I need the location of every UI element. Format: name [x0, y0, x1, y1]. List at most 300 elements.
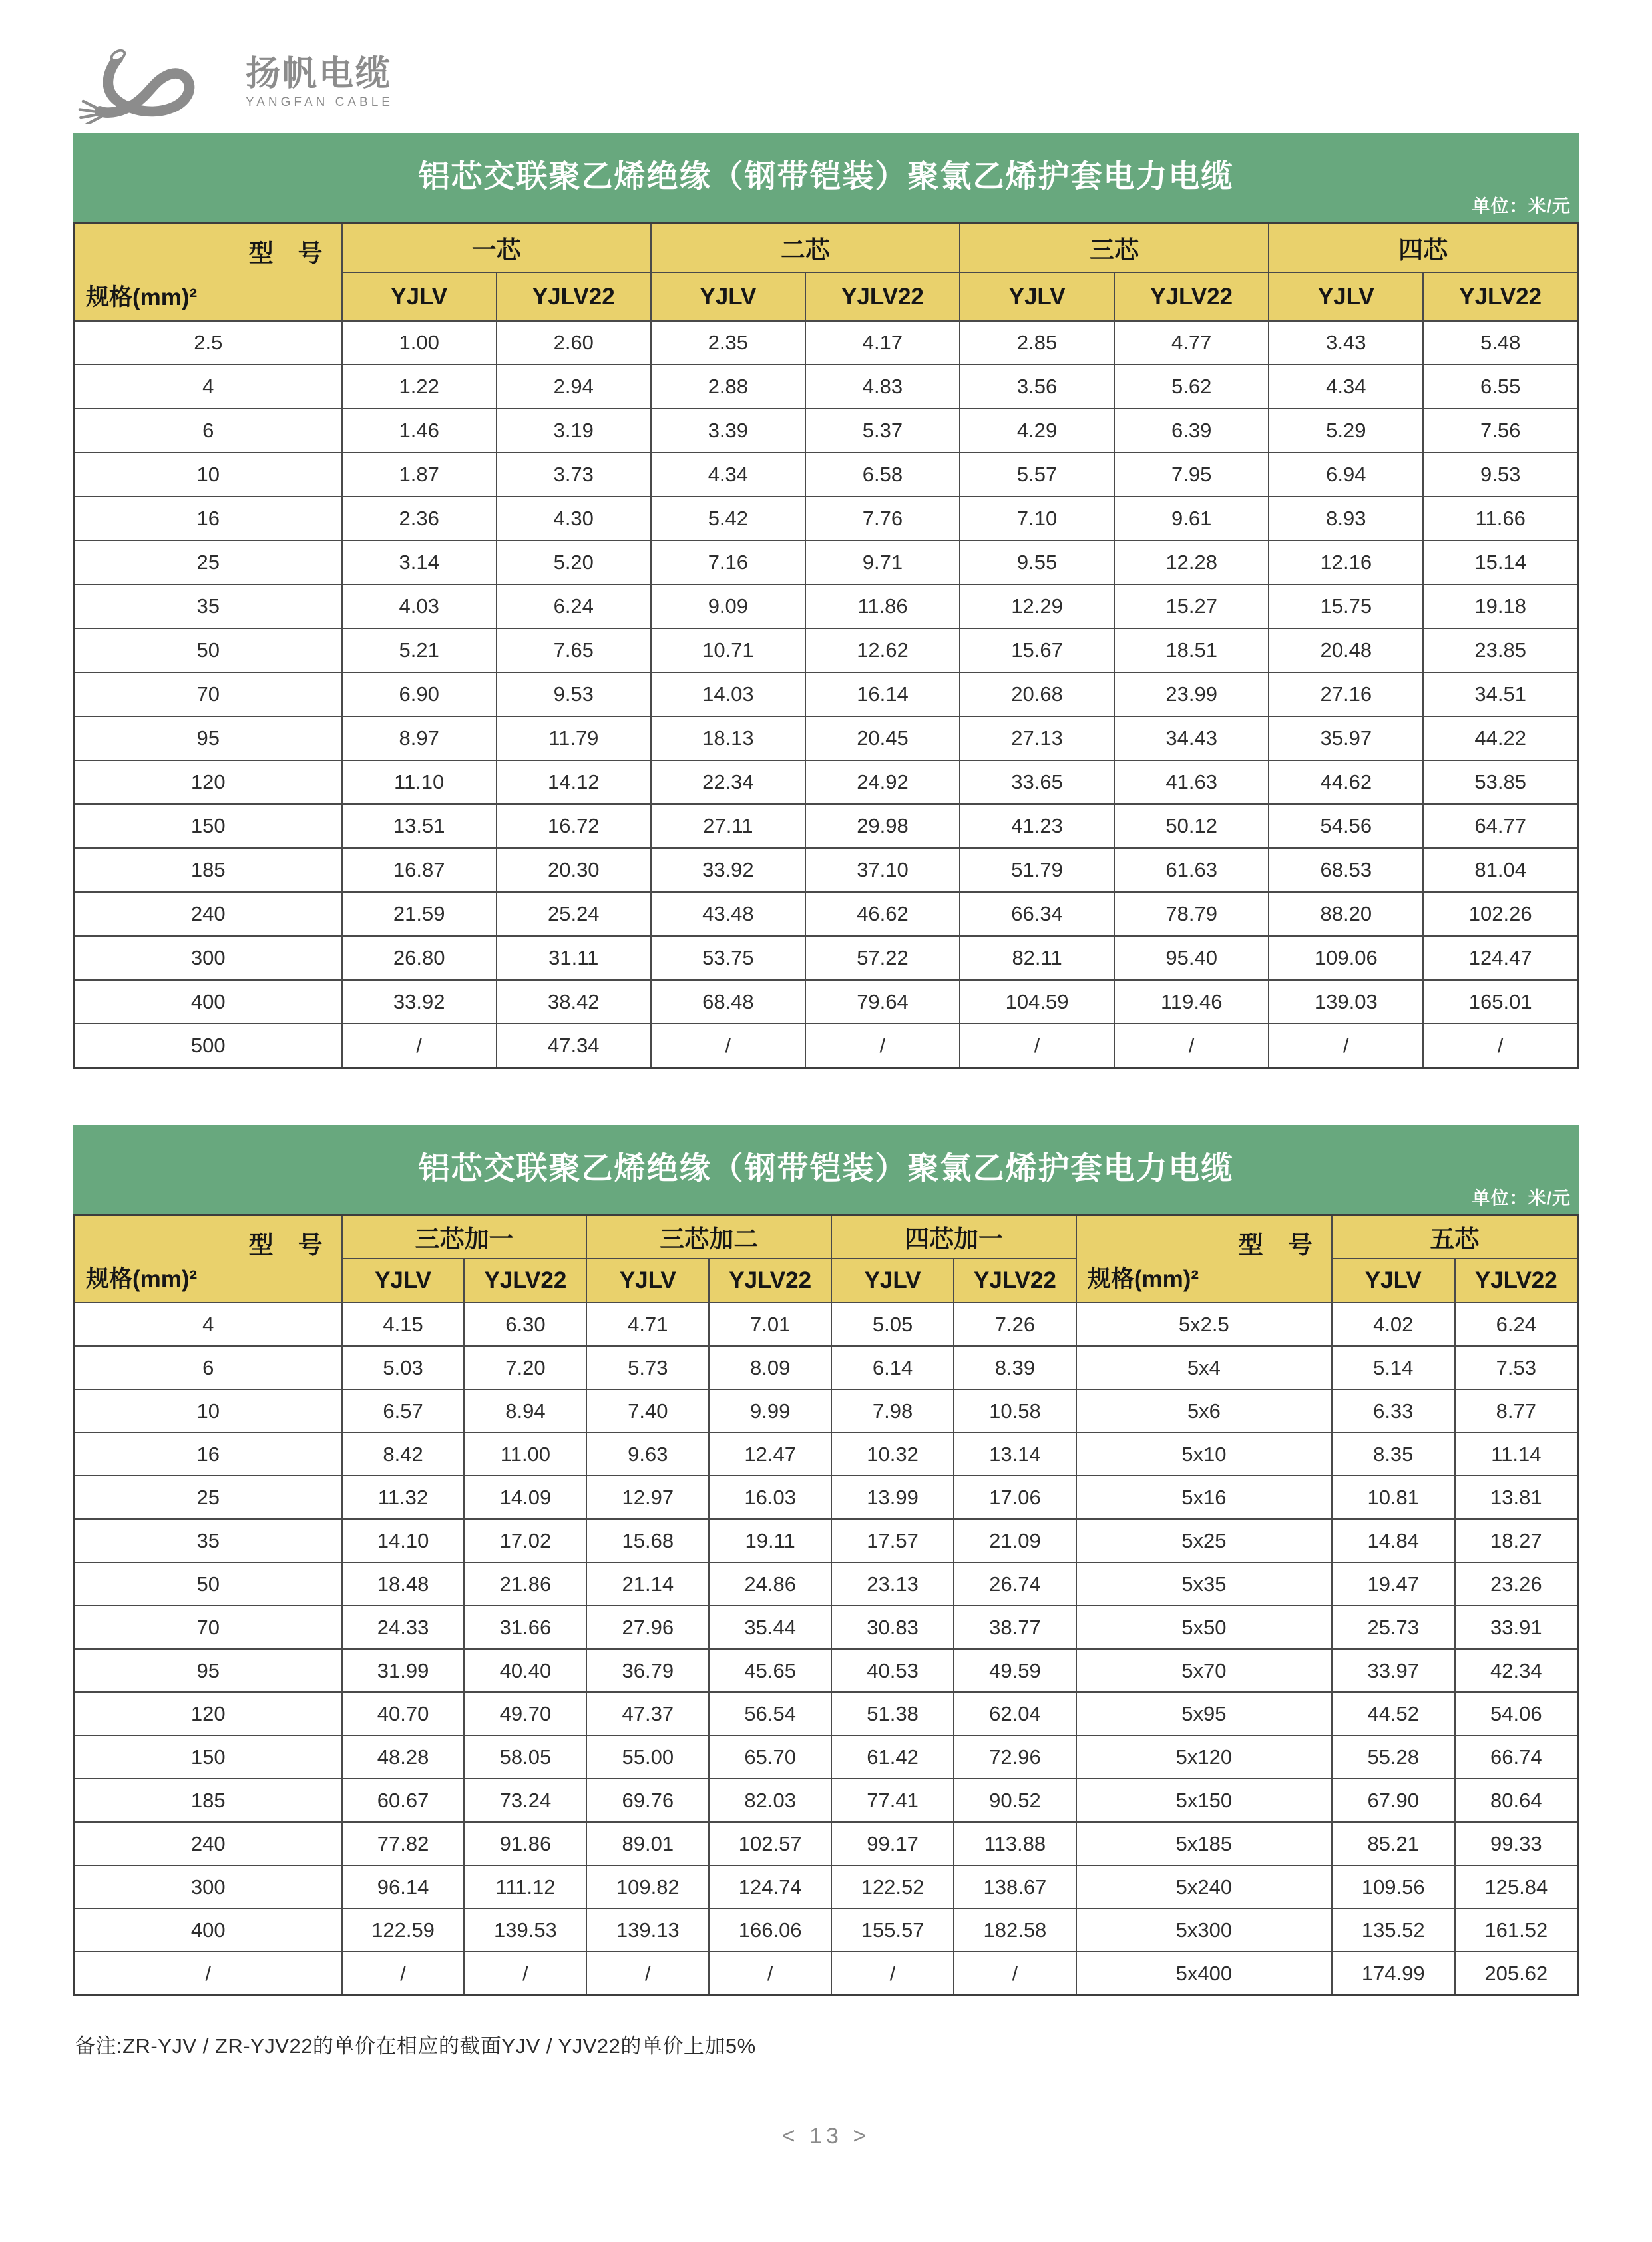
price-table-2: [73, 1214, 1579, 1996]
corner-label-spec: 规格(mm)²: [86, 1266, 198, 1292]
corner-label-model: 型 号: [1238, 1232, 1313, 1259]
table2-unit-label: 单位：米/元: [1472, 1188, 1571, 1208]
price-cell: 99.33: [1455, 1822, 1578, 1865]
price-cell: 19.11: [709, 1519, 831, 1562]
price-cell: 7.01: [709, 1303, 831, 1346]
price-cell: 12.28: [1114, 541, 1269, 584]
price-cell: 6.30: [464, 1303, 586, 1346]
price-cell: /: [805, 1024, 960, 1068]
price-cell: 3.14: [342, 541, 497, 584]
price-cell: 95.40: [1114, 936, 1269, 980]
spec-cell: 50: [75, 1562, 342, 1606]
price-cell: 36.79: [586, 1649, 709, 1692]
spec-cell: /: [75, 1952, 342, 1996]
spec-cell: 500: [75, 1024, 342, 1068]
subcol-header: YJLV22: [1114, 272, 1269, 321]
price-cell: 16.14: [805, 672, 960, 716]
spec2-cell: 5x4: [1076, 1346, 1332, 1389]
price-cell: 174.99: [1332, 1952, 1455, 1996]
table-row: [75, 628, 1578, 672]
price-cell: 82.11: [960, 936, 1114, 980]
price-cell: 40.53: [831, 1649, 954, 1692]
price-cell: 73.24: [464, 1779, 586, 1822]
price-cell: 24.92: [805, 760, 960, 804]
price-cell: 80.64: [1455, 1779, 1578, 1822]
price-cell: 12.62: [805, 628, 960, 672]
price-cell: 9.71: [805, 541, 960, 584]
table1-title-bar: [73, 133, 1579, 222]
table-row: [75, 1649, 1578, 1692]
price-cell: /: [1423, 1024, 1577, 1068]
subcol-header: YJLV: [1332, 1259, 1455, 1303]
price-cell: 2.35: [651, 321, 805, 365]
spec-cell: 120: [75, 760, 342, 804]
price-cell: 15.27: [1114, 584, 1269, 628]
price-cell: 26.74: [954, 1562, 1076, 1606]
price-cell: 45.65: [709, 1649, 831, 1692]
price-cell: 78.79: [1114, 892, 1269, 936]
price-cell: 61.63: [1114, 848, 1269, 892]
price-cell: 6.33: [1332, 1389, 1455, 1433]
price-cell: 24.33: [342, 1606, 465, 1649]
price-cell: 10.58: [954, 1389, 1076, 1433]
spec2-cell: 5x300: [1076, 1908, 1332, 1952]
spec-cell: 10: [75, 1389, 342, 1433]
price-cell: 5.21: [342, 628, 497, 672]
price-cell: 13.99: [831, 1476, 954, 1519]
price-cell: 122.59: [342, 1908, 465, 1952]
group-header: 三芯加一: [342, 1215, 587, 1259]
price-cell: 7.65: [497, 628, 651, 672]
price-cell: 1.87: [342, 453, 497, 497]
price-cell: 60.67: [342, 1779, 465, 1822]
price-cell: 139.53: [464, 1908, 586, 1952]
price-cell: 79.64: [805, 980, 960, 1024]
price-cell: 43.48: [651, 892, 805, 936]
price-cell: 23.85: [1423, 628, 1577, 672]
price-cell: 23.13: [831, 1562, 954, 1606]
price-cell: 4.83: [805, 365, 960, 409]
price-cell: 47.34: [497, 1024, 651, 1068]
price-cell: 31.99: [342, 1649, 465, 1692]
price-cell: 15.75: [1269, 584, 1423, 628]
price-cell: 165.01: [1423, 980, 1577, 1024]
price-cell: 22.34: [651, 760, 805, 804]
price-cell: 20.30: [497, 848, 651, 892]
price-cell: 48.28: [342, 1735, 465, 1779]
spec2-cell: 5x35: [1076, 1562, 1332, 1606]
price-cell: 17.57: [831, 1519, 954, 1562]
price-cell: 11.66: [1423, 497, 1577, 541]
price-cell: 14.84: [1332, 1519, 1455, 1562]
spec-cell: 6: [75, 409, 342, 453]
logo-company-name-en: YANGFAN CABLE: [246, 95, 393, 109]
price-cell: 5.42: [651, 497, 805, 541]
group-header: 三芯: [960, 223, 1269, 273]
corner-label-spec: 规格(mm)²: [86, 284, 198, 310]
subcol-header: YJLV22: [954, 1259, 1076, 1303]
spec-cell: 300: [75, 936, 342, 980]
price-cell: 4.34: [1269, 365, 1423, 409]
price-cell: 125.84: [1455, 1865, 1578, 1908]
price-cell: 3.43: [1269, 321, 1423, 365]
price-cell: 61.42: [831, 1735, 954, 1779]
table1-unit-label: 单位：米/元: [1472, 196, 1571, 216]
price-cell: 91.86: [464, 1822, 586, 1865]
price-cell: 23.26: [1455, 1562, 1578, 1606]
price-cell: 2.36: [342, 497, 497, 541]
price-cell: 16.72: [497, 804, 651, 848]
price-cell: 67.90: [1332, 1779, 1455, 1822]
price-cell: 9.63: [586, 1433, 709, 1476]
table-row: [75, 584, 1578, 628]
price-cell: /: [831, 1952, 954, 1996]
price-cell: 41.23: [960, 804, 1114, 848]
price-cell: 19.18: [1423, 584, 1577, 628]
price-cell: 111.12: [464, 1865, 586, 1908]
footnote: 备注:ZR-YJV / ZR-YJV22的单价在相应的截面YJV / YJV22的单价上加5%: [75, 2034, 756, 2058]
price-cell: 122.52: [831, 1865, 954, 1908]
table-row: [75, 497, 1578, 541]
table-row: [75, 1433, 1578, 1476]
subcol-header: YJLV22: [805, 272, 960, 321]
price-cell: 37.10: [805, 848, 960, 892]
price-cell: 2.88: [651, 365, 805, 409]
price-cell: 13.14: [954, 1433, 1076, 1476]
spec2-cell: 5x70: [1076, 1649, 1332, 1692]
price-cell: 4.34: [651, 453, 805, 497]
subcol-header: YJLV: [831, 1259, 954, 1303]
group-header: 五芯: [1332, 1215, 1578, 1259]
price-cell: 99.17: [831, 1822, 954, 1865]
price-cell: 109.06: [1269, 936, 1423, 980]
price-cell: 113.88: [954, 1822, 1076, 1865]
price-cell: 81.04: [1423, 848, 1577, 892]
price-cell: 18.27: [1455, 1519, 1578, 1562]
price-cell: 66.74: [1455, 1735, 1578, 1779]
price-cell: 18.51: [1114, 628, 1269, 672]
price-cell: 35.97: [1269, 716, 1423, 760]
price-cell: 5.03: [342, 1346, 465, 1389]
price-cell: 25.24: [497, 892, 651, 936]
logo-company-name: 扬帆电缆: [246, 55, 393, 94]
price-cell: 182.58: [954, 1908, 1076, 1952]
price-cell: 109.82: [586, 1865, 709, 1908]
price-cell: 47.37: [586, 1692, 709, 1735]
table-row: [75, 1562, 1578, 1606]
table-row: [75, 1024, 1578, 1068]
price-cell: 50.12: [1114, 804, 1269, 848]
spec-cell: 70: [75, 672, 342, 716]
price-cell: 4.02: [1332, 1303, 1455, 1346]
price-cell: 17.02: [464, 1519, 586, 1562]
price-cell: 102.26: [1423, 892, 1577, 936]
spec2-cell: 5x120: [1076, 1735, 1332, 1779]
price-cell: 6.55: [1423, 365, 1577, 409]
price-cell: 166.06: [709, 1908, 831, 1952]
price-cell: 10.32: [831, 1433, 954, 1476]
price-cell: 8.42: [342, 1433, 465, 1476]
spec2-cell: 5x400: [1076, 1952, 1332, 1996]
price-cell: 3.73: [497, 453, 651, 497]
price-cell: 10.81: [1332, 1476, 1455, 1519]
price-cell: 14.03: [651, 672, 805, 716]
price-cell: 49.70: [464, 1692, 586, 1735]
table-row: [75, 1735, 1578, 1779]
price-table-section-1: [73, 133, 1579, 1069]
price-cell: 14.12: [497, 760, 651, 804]
cable-squiggle-icon: [70, 41, 236, 124]
price-cell: 9.99: [709, 1389, 831, 1433]
price-cell: 5.14: [1332, 1346, 1455, 1389]
subcol-header: YJLV22: [497, 272, 651, 321]
price-cell: 119.46: [1114, 980, 1269, 1024]
price-cell: 13.81: [1455, 1476, 1578, 1519]
table-row: [75, 892, 1578, 936]
price-cell: 4.77: [1114, 321, 1269, 365]
price-cell: 72.96: [954, 1735, 1076, 1779]
price-cell: 19.47: [1332, 1562, 1455, 1606]
table-row: [75, 1519, 1578, 1562]
price-cell: 5.73: [586, 1346, 709, 1389]
spec2-cell: 5x2.5: [1076, 1303, 1332, 1346]
price-cell: 139.13: [586, 1908, 709, 1952]
spec2-cell: 5x6: [1076, 1389, 1332, 1433]
price-cell: 27.96: [586, 1606, 709, 1649]
price-cell: 62.04: [954, 1692, 1076, 1735]
price-cell: 46.62: [805, 892, 960, 936]
price-cell: 66.34: [960, 892, 1114, 936]
price-cell: 33.92: [651, 848, 805, 892]
price-cell: 23.99: [1114, 672, 1269, 716]
price-cell: 2.85: [960, 321, 1114, 365]
table2-title: 铝芯交联聚乙烯绝缘（钢带铠装）聚氯乙烯护套电力电缆: [418, 1150, 1234, 1186]
price-cell: 44.62: [1269, 760, 1423, 804]
price-cell: 5.57: [960, 453, 1114, 497]
price-cell: 51.79: [960, 848, 1114, 892]
spec-cell: 150: [75, 1735, 342, 1779]
price-cell: 11.79: [497, 716, 651, 760]
price-cell: 4.71: [586, 1303, 709, 1346]
table-row: [75, 1346, 1578, 1389]
price-cell: 55.28: [1332, 1735, 1455, 1779]
spec-cell: 240: [75, 1822, 342, 1865]
price-cell: 9.53: [497, 672, 651, 716]
price-cell: 8.09: [709, 1346, 831, 1389]
price-cell: 11.00: [464, 1433, 586, 1476]
table-row: [75, 1476, 1578, 1519]
price-cell: 7.20: [464, 1346, 586, 1389]
spec2-cell: 5x25: [1076, 1519, 1332, 1562]
price-cell: 8.35: [1332, 1433, 1455, 1476]
price-cell: 161.52: [1455, 1908, 1578, 1952]
table-row: [75, 760, 1578, 804]
price-cell: 12.97: [586, 1476, 709, 1519]
price-cell: 4.29: [960, 409, 1114, 453]
price-cell: 1.46: [342, 409, 497, 453]
price-cell: 139.03: [1269, 980, 1423, 1024]
table-row: [75, 1303, 1578, 1346]
price-cell: /: [1269, 1024, 1423, 1068]
price-cell: 54.56: [1269, 804, 1423, 848]
price-cell: 88.20: [1269, 892, 1423, 936]
price-cell: 20.68: [960, 672, 1114, 716]
price-cell: 54.06: [1455, 1692, 1578, 1735]
price-cell: 5.29: [1269, 409, 1423, 453]
price-cell: 82.03: [709, 1779, 831, 1822]
spec2-cell: 5x16: [1076, 1476, 1332, 1519]
price-cell: 89.01: [586, 1822, 709, 1865]
price-cell: 15.68: [586, 1519, 709, 1562]
spec-cell: 4: [75, 365, 342, 409]
price-cell: 3.19: [497, 409, 651, 453]
price-cell: 8.93: [1269, 497, 1423, 541]
group-header: 一芯: [342, 223, 651, 273]
price-cell: /: [1114, 1024, 1269, 1068]
spec-cell: 2.5: [75, 321, 342, 365]
price-cell: 33.91: [1455, 1606, 1578, 1649]
price-cell: 29.98: [805, 804, 960, 848]
table-row: [75, 1389, 1578, 1433]
price-table-section-2: [73, 1125, 1579, 1996]
spec-cell: 50: [75, 628, 342, 672]
table-row: [75, 936, 1578, 980]
price-cell: 44.52: [1332, 1692, 1455, 1735]
price-cell: /: [586, 1952, 709, 1996]
price-cell: 4.17: [805, 321, 960, 365]
spec2-cell: 5x50: [1076, 1606, 1332, 1649]
price-cell: 64.77: [1423, 804, 1577, 848]
price-cell: 6.39: [1114, 409, 1269, 453]
price-cell: 21.14: [586, 1562, 709, 1606]
price-cell: 69.76: [586, 1779, 709, 1822]
price-cell: 90.52: [954, 1779, 1076, 1822]
price-cell: 41.63: [1114, 760, 1269, 804]
spec2-cell: 5x150: [1076, 1779, 1332, 1822]
price-cell: /: [464, 1952, 586, 1996]
price-cell: 26.80: [342, 936, 497, 980]
price-cell: 6.24: [1455, 1303, 1578, 1346]
price-cell: 16.87: [342, 848, 497, 892]
price-cell: 109.56: [1332, 1865, 1455, 1908]
price-cell: /: [709, 1952, 831, 1996]
price-cell: 7.26: [954, 1303, 1076, 1346]
price-cell: 4.03: [342, 584, 497, 628]
subcol-header: YJLV: [651, 272, 805, 321]
price-cell: /: [342, 1952, 465, 1996]
spec-cell: 35: [75, 1519, 342, 1562]
price-cell: 56.54: [709, 1692, 831, 1735]
price-cell: 11.14: [1455, 1433, 1578, 1476]
price-cell: 68.53: [1269, 848, 1423, 892]
price-cell: 8.77: [1455, 1389, 1578, 1433]
price-cell: 21.86: [464, 1562, 586, 1606]
table-row: [75, 1822, 1578, 1865]
table-row: [75, 1692, 1578, 1735]
price-cell: 7.53: [1455, 1346, 1578, 1389]
price-cell: 38.77: [954, 1606, 1076, 1649]
spec-cell: 95: [75, 716, 342, 760]
corner-cell-left: [75, 1215, 342, 1303]
price-cell: 20.45: [805, 716, 960, 760]
price-cell: 24.86: [709, 1562, 831, 1606]
spec-cell: 185: [75, 1779, 342, 1822]
subcol-header: YJLV: [1269, 272, 1423, 321]
price-cell: /: [342, 1024, 497, 1068]
spec-cell: 35: [75, 584, 342, 628]
spec2-cell: 5x240: [1076, 1865, 1332, 1908]
price-table-1: [73, 222, 1579, 1069]
price-cell: 124.74: [709, 1865, 831, 1908]
price-cell: 33.65: [960, 760, 1114, 804]
table-row: [75, 1908, 1578, 1952]
price-cell: 40.40: [464, 1649, 586, 1692]
price-cell: 9.61: [1114, 497, 1269, 541]
price-cell: 27.13: [960, 716, 1114, 760]
price-cell: 7.10: [960, 497, 1114, 541]
group-header: 四芯: [1269, 223, 1577, 273]
price-cell: 12.47: [709, 1433, 831, 1476]
group-header: 三芯加二: [586, 1215, 831, 1259]
price-cell: 27.11: [651, 804, 805, 848]
price-cell: 96.14: [342, 1865, 465, 1908]
page-number: < 13 >: [781, 2124, 871, 2149]
subcol-header: YJLV: [960, 272, 1114, 321]
price-cell: 33.97: [1332, 1649, 1455, 1692]
price-cell: 205.62: [1455, 1952, 1578, 1996]
table-row: [75, 848, 1578, 892]
price-cell: 68.48: [651, 980, 805, 1024]
table-row: [75, 1606, 1578, 1649]
logo-text: [246, 56, 393, 110]
price-cell: 25.73: [1332, 1606, 1455, 1649]
price-cell: 7.16: [651, 541, 805, 584]
subcol-header: YJLV22: [709, 1259, 831, 1303]
price-cell: 6.94: [1269, 453, 1423, 497]
price-cell: 8.39: [954, 1346, 1076, 1389]
price-cell: 77.82: [342, 1822, 465, 1865]
table-row: [75, 409, 1578, 453]
corner-label-model: 型 号: [248, 1232, 323, 1259]
subcol-header: YJLV: [342, 272, 497, 321]
price-cell: 8.97: [342, 716, 497, 760]
price-cell: 138.67: [954, 1865, 1076, 1908]
spec-cell: 4: [75, 1303, 342, 1346]
price-cell: 4.15: [342, 1303, 465, 1346]
subcol-header: YJLV22: [464, 1259, 586, 1303]
price-cell: /: [960, 1024, 1114, 1068]
price-cell: 53.85: [1423, 760, 1577, 804]
price-cell: 30.83: [831, 1606, 954, 1649]
price-cell: 55.00: [586, 1735, 709, 1779]
spec-cell: 400: [75, 1908, 342, 1952]
price-cell: /: [651, 1024, 805, 1068]
price-cell: 16.03: [709, 1476, 831, 1519]
price-cell: 20.48: [1269, 628, 1423, 672]
price-cell: 6.24: [497, 584, 651, 628]
price-cell: 18.13: [651, 716, 805, 760]
group-header: 二芯: [651, 223, 960, 273]
price-cell: 6.58: [805, 453, 960, 497]
price-cell: 104.59: [960, 980, 1114, 1024]
price-cell: 33.92: [342, 980, 497, 1024]
price-cell: 15.67: [960, 628, 1114, 672]
price-cell: 7.95: [1114, 453, 1269, 497]
price-cell: 12.29: [960, 584, 1114, 628]
price-cell: 5.37: [805, 409, 960, 453]
price-cell: 49.59: [954, 1649, 1076, 1692]
price-cell: 35.44: [709, 1606, 831, 1649]
